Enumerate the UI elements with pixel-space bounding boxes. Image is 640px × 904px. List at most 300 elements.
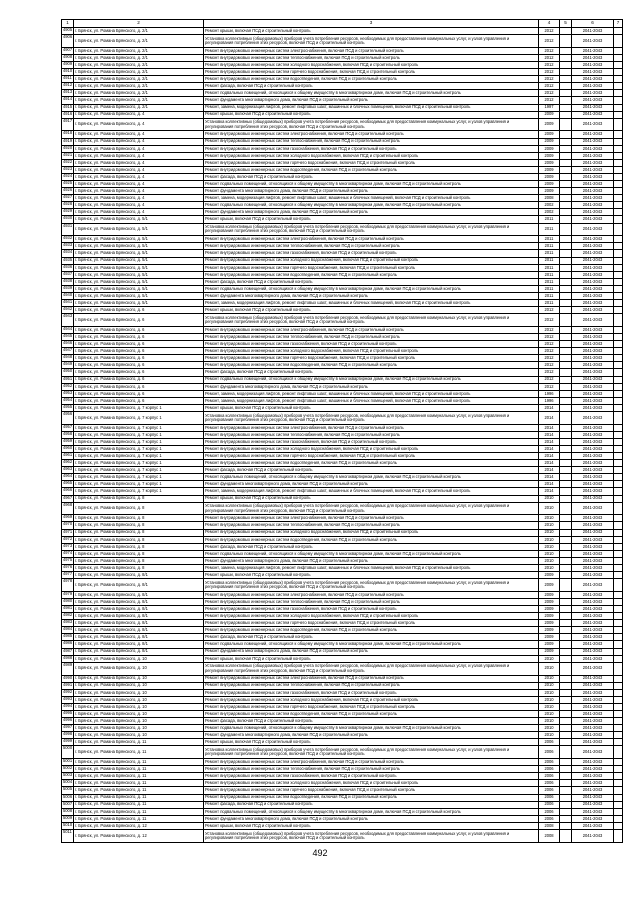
work-type-cell: Ремонт, замена, модернизация лифтов, ремонт лифтовых шахт, машинных и блочных помещений, включая ПСД и строительный контроль [204, 390, 539, 397]
year-cell: 2014 [539, 431, 560, 438]
period-cell: 2041-2043 [572, 76, 614, 83]
table-row [62, 613, 623, 620]
row-number: 4995 [62, 710, 74, 717]
period-cell: 2041-2043 [572, 696, 614, 703]
address-cell: г. Брянск, ул. Романа Брянского, д. 7 корпус 1 [74, 474, 204, 481]
address-cell: г. Брянск, ул. Романа Брянского, д. 6 [74, 383, 204, 390]
address-cell: г. Брянск, ул. Романа Брянского, д. 5/1 [74, 285, 204, 292]
col7-cell [614, 564, 623, 571]
table-row [62, 173, 623, 180]
work-type-cell: Ремонт крыши, включая ПСД и строительный контроль [204, 739, 539, 746]
row-number: 4921 [62, 152, 74, 159]
address-cell: г. Брянск, ул. Романа Брянского, д. 11 [74, 746, 204, 759]
row-number: 4956 [62, 411, 74, 424]
year-cell: 2010 [539, 689, 560, 696]
col7-cell [614, 264, 623, 271]
table-row [62, 620, 623, 627]
row-number: 5005 [62, 787, 74, 794]
address-cell: г. Брянск, ул. Романа Брянского, д. 7 корпус 1 [74, 431, 204, 438]
year-cell: 2010 [539, 529, 560, 536]
year-cell: 2006 [539, 815, 560, 822]
address-cell: г. Брянск, ул. Романа Брянского, д. 4 [74, 131, 204, 138]
year-cell: 2014 [539, 488, 560, 495]
col5-cell [560, 131, 572, 138]
period-cell: 2041-2043 [572, 620, 614, 627]
row-number: 4911 [62, 76, 74, 83]
col7-cell [614, 606, 623, 613]
table-row [62, 104, 623, 111]
col7-cell [614, 488, 623, 495]
table-row [62, 481, 623, 488]
year-cell: 2012 [539, 47, 560, 54]
work-type-cell: Ремонт внутридомовых инженерных систем холодного водоснабжения, включая ПСД и строительный контроль [204, 529, 539, 536]
period-cell: 2041-2043 [572, 662, 614, 675]
row-number: 4946 [62, 341, 74, 348]
work-type-cell: Ремонт крыши, включая ПСД и строительный контроль [204, 404, 539, 411]
col5-cell [560, 564, 572, 571]
year-cell: 2014 [539, 460, 560, 467]
year-cell: 2008 [539, 195, 560, 202]
row-number: 5004 [62, 780, 74, 787]
work-type-cell: Ремонт фасада, включая ПСД и строительный контроль [204, 173, 539, 180]
row-number: 4937 [62, 271, 74, 278]
row-number: 4923 [62, 166, 74, 173]
year-cell: 2009 [539, 173, 560, 180]
table-row [62, 746, 623, 759]
year-cell: 2009 [539, 152, 560, 159]
col5-cell [560, 62, 572, 69]
col7-cell [614, 383, 623, 390]
col7-cell [614, 460, 623, 467]
col5-cell [560, 746, 572, 759]
work-type-cell: Ремонт подвальных помещений, относящихся к общему имуществу в многоквартирном доме, включая ПСД и строительный контроль [204, 181, 539, 188]
row-number: 4994 [62, 703, 74, 710]
address-cell: г. Брянск, ул. Романа Брянского, д. 6 [74, 369, 204, 376]
address-cell: г. Брянск, ул. Романа Брянского, д. 7 корпус 1 [74, 424, 204, 431]
col5-cell [560, 54, 572, 61]
year-cell: 2012 [539, 314, 560, 327]
col5-cell [560, 522, 572, 529]
period-cell: 2041-2043 [572, 536, 614, 543]
table-row [62, 76, 623, 83]
col7-cell [614, 627, 623, 634]
table-row [62, 675, 623, 682]
address-cell: г. Брянск, ул. Романа Брянского, д. 8 [74, 502, 204, 515]
year-cell: 2014 [539, 445, 560, 452]
row-number: 4986 [62, 641, 74, 648]
address-cell: г. Брянск, ул. Романа Брянского, д. 6 [74, 341, 204, 348]
table-row [62, 300, 623, 307]
address-cell: г. Брянск, ул. Романа Брянского, д. 5/1 [74, 257, 204, 264]
work-type-cell: Ремонт, замена, модернизация лифтов, ремонт лифтовых шахт, машинных и блочных помещений, включая ПСД и строительный контроль [204, 397, 539, 404]
col5-cell [560, 460, 572, 467]
col7-cell [614, 111, 623, 118]
period-cell: 2041-2043 [572, 348, 614, 355]
table-row [62, 655, 623, 662]
table-row [62, 710, 623, 717]
row-number: 4978 [62, 579, 74, 592]
address-cell: г. Брянск, ул. Романа Брянского, д. 2/1 [74, 104, 204, 111]
address-cell: г. Брянск, ул. Романа Брянского, д. 6 [74, 390, 204, 397]
work-type-cell: Ремонт внутридомовых инженерных систем теплоснабжения, включая ПСД и строительный контроль [204, 334, 539, 341]
table-row [62, 780, 623, 787]
col7-cell [614, 369, 623, 376]
row-number: 4999 [62, 739, 74, 746]
address-cell: г. Брянск, ул. Романа Брянского, д. 2/1 [74, 28, 204, 35]
col7-cell [614, 159, 623, 166]
col7-cell [614, 445, 623, 452]
year-cell: 2011 [539, 216, 560, 223]
year-cell: 2009 [539, 188, 560, 195]
table-row [62, 292, 623, 299]
col7-cell [614, 543, 623, 550]
period-cell: 2041-2043 [572, 766, 614, 773]
period-cell: 2041-2043 [572, 166, 614, 173]
period-cell: 2041-2043 [572, 641, 614, 648]
address-cell: г. Брянск, ул. Романа Брянского, д. 4 [74, 173, 204, 180]
table-row [62, 202, 623, 209]
period-cell: 2041-2043 [572, 557, 614, 564]
work-type-cell: Ремонт внутридомовых инженерных систем холодного водоснабжения, включая ПСД и строительный контроль [204, 445, 539, 452]
year-cell: 2006 [539, 759, 560, 766]
work-type-cell: Ремонт, замена, модернизация лифтов, ремонт лифтовых шахт, машинных и блочных помещений, включая ПСД и строительный контроль [204, 195, 539, 202]
col5-cell [560, 453, 572, 460]
table-row [62, 348, 623, 355]
row-number: 4930 [62, 216, 74, 223]
col5-cell [560, 794, 572, 801]
period-cell: 2041-2043 [572, 829, 614, 842]
work-type-cell: Установка коллективных (общедомовых) приборов учета потребления ресурсов, необходимых для предоставления коммунальных услуг, и узлов управления и регулирования потребления этих ресурсов, включая ПСД и строительный контроль [204, 746, 539, 759]
col5-cell [560, 529, 572, 536]
table-header-row [62, 20, 623, 28]
work-type-cell: Ремонт фундамента многоквартирного дома, включая ПСД и строительный контроль [204, 97, 539, 104]
col5-cell [560, 76, 572, 83]
table-row [62, 355, 623, 362]
address-cell: г. Брянск, ул. Романа Брянского, д. 6 [74, 334, 204, 341]
column-header-6: 6 [572, 20, 614, 28]
work-type-cell: Ремонт внутридомовых инженерных систем теплоснабжения, включая ПСД и строительный контроль [204, 138, 539, 145]
col5-cell [560, 725, 572, 732]
table-row [62, 376, 623, 383]
table-row [62, 529, 623, 536]
table-row [62, 159, 623, 166]
year-cell: 2010 [539, 655, 560, 662]
col5-cell [560, 47, 572, 54]
col5-cell [560, 264, 572, 271]
col7-cell [614, 97, 623, 104]
year-cell: 2011 [539, 223, 560, 236]
work-type-cell: Ремонт подвальных помещений, относящихся к общему имуществу в многоквартирном доме, включая ПСД и строительный контроль [204, 725, 539, 732]
col7-cell [614, 355, 623, 362]
col7-cell [614, 202, 623, 209]
period-cell: 2041-2043 [572, 801, 614, 808]
row-number: 4974 [62, 550, 74, 557]
table-row [62, 725, 623, 732]
column-header-3: 3 [204, 20, 539, 28]
work-type-cell: Установка коллективных (общедомовых) приборов учета потребления ресурсов, необходимых для предоставления коммунальных услуг, и узлов управления и регулирования потребления этих ресурсов, включая ПСД и строительный контроль [204, 35, 539, 48]
row-number: 4967 [62, 495, 74, 502]
table-row [62, 467, 623, 474]
table-row [62, 138, 623, 145]
col7-cell [614, 188, 623, 195]
period-cell: 2041-2043 [572, 815, 614, 822]
row-number: 4973 [62, 543, 74, 550]
year-cell: 2011 [539, 285, 560, 292]
address-cell: г. Брянск, ул. Романа Брянского, д. 6 [74, 397, 204, 404]
work-type-cell: Ремонт внутридомовых инженерных систем водоотведения, включая ПСД и строительный контроль [204, 536, 539, 543]
year-cell: 2014 [539, 474, 560, 481]
row-number: 4991 [62, 682, 74, 689]
table-row [62, 717, 623, 724]
row-number: 4928 [62, 202, 74, 209]
period-cell: 2041-2043 [572, 579, 614, 592]
address-cell: г. Брянск, ул. Романа Брянского, д. 11 [74, 815, 204, 822]
work-type-cell: Ремонт внутридомовых инженерных систем холодного водоснабжения, включая ПСД и строительный контроль [204, 152, 539, 159]
col5-cell [560, 145, 572, 152]
row-number: 4925 [62, 181, 74, 188]
period-cell: 2041-2043 [572, 438, 614, 445]
table-row [62, 662, 623, 675]
period-cell: 2041-2043 [572, 62, 614, 69]
year-cell: 2009 [539, 579, 560, 592]
row-number: 4917 [62, 118, 74, 131]
col5-cell [560, 579, 572, 592]
col7-cell [614, 780, 623, 787]
period-cell: 2041-2043 [572, 488, 614, 495]
col7-cell [614, 173, 623, 180]
address-cell: г. Брянск, ул. Романа Брянского, д. 8/1 [74, 641, 204, 648]
year-cell: 2002 [539, 202, 560, 209]
row-number: 4989 [62, 662, 74, 675]
work-type-cell: Ремонт внутридомовых инженерных систем электроснабжения, включая ПСД и строительный контроль [204, 47, 539, 54]
table-row [62, 35, 623, 48]
work-type-cell: Установка коллективных (общедомовых) приборов учета потребления ресурсов, необходимых для предоставления коммунальных услуг, и узлов управления и регулирования потребления этих ресурсов, включая ПСД и строительный контроль [204, 314, 539, 327]
period-cell: 2041-2043 [572, 341, 614, 348]
col5-cell [560, 250, 572, 257]
work-type-cell: Ремонт внутридомовых инженерных систем электроснабжения, включая ПСД и строительный контроль [204, 131, 539, 138]
work-type-cell: Ремонт внутридомовых инженерных систем электроснабжения, включая ПСД и строительный контроль [204, 675, 539, 682]
table-row [62, 362, 623, 369]
table-row [62, 572, 623, 579]
period-cell: 2041-2043 [572, 627, 614, 634]
col7-cell [614, 522, 623, 529]
year-cell: 2009 [539, 620, 560, 627]
col7-cell [614, 453, 623, 460]
col7-cell [614, 209, 623, 216]
year-cell: 2009 [539, 181, 560, 188]
work-type-cell: Ремонт внутридомовых инженерных систем горячего водоснабжения, включая ПСД и строительный контроль [204, 69, 539, 76]
work-type-cell: Ремонт внутридомовых инженерных систем горячего водоснабжения, включая ПСД и строительный контроль [204, 264, 539, 271]
row-number: 4962 [62, 460, 74, 467]
col5-cell [560, 675, 572, 682]
col7-cell [614, 579, 623, 592]
col5-cell [560, 627, 572, 634]
table-row [62, 264, 623, 271]
year-cell: 1997 [539, 104, 560, 111]
table-row [62, 815, 623, 822]
period-cell: 2041-2043 [572, 717, 614, 724]
col7-cell [614, 334, 623, 341]
year-cell: 2012 [539, 28, 560, 35]
address-cell: г. Брянск, ул. Романа Брянского, д. 6 [74, 362, 204, 369]
year-cell: 2014 [539, 438, 560, 445]
period-cell: 2041-2043 [572, 397, 614, 404]
col7-cell [614, 675, 623, 682]
table-row [62, 543, 623, 550]
col7-cell [614, 424, 623, 431]
row-number: 4918 [62, 131, 74, 138]
work-type-cell: Ремонт фасада, включая ПСД и строительный контроль [204, 467, 539, 474]
col7-cell [614, 481, 623, 488]
work-type-cell: Ремонт, замена, модернизация лифтов, ремонт лифтовых шахт, машинных и блочных помещений, включая ПСД и строительный контроль [204, 564, 539, 571]
row-number: 4985 [62, 634, 74, 641]
work-type-cell: Ремонт фундамента многоквартирного дома, включая ПСД и строительный контроль [204, 188, 539, 195]
row-number: 4954 [62, 397, 74, 404]
row-number: 5009 [62, 815, 74, 822]
address-cell: г. Брянск, ул. Романа Брянского, д. 5/1 [74, 292, 204, 299]
row-number: 4927 [62, 195, 74, 202]
year-cell: 2012 [539, 376, 560, 383]
table-row [62, 829, 623, 842]
col7-cell [614, 145, 623, 152]
address-cell: г. Брянск, ул. Романа Брянского, д. 2/1 [74, 97, 204, 104]
col5-cell [560, 397, 572, 404]
col5-cell [560, 445, 572, 452]
period-cell: 2041-2043 [572, 564, 614, 571]
table-row [62, 579, 623, 592]
address-cell: г. Брянск, ул. Романа Брянского, д. 7 корпус 1 [74, 460, 204, 467]
work-type-cell: Установка коллективных (общедомовых) приборов учета потребления ресурсов, необходимых для предоставления коммунальных услуг, и узлов управления и регулирования потребления этих ресурсов, включая ПСД и строительный контроль [204, 411, 539, 424]
work-type-cell: Ремонт крыши, включая ПСД и строительный контроль [204, 28, 539, 35]
period-cell: 2041-2043 [572, 634, 614, 641]
col5-cell [560, 606, 572, 613]
col7-cell [614, 411, 623, 424]
work-type-cell: Ремонт подвальных помещений, относящихся к общему имуществу в многоквартирном доме, включая ПСД и строительный контроль [204, 641, 539, 648]
period-cell: 2041-2043 [572, 732, 614, 739]
address-cell: г. Брянск, ул. Романа Брянского, д. 10 [74, 703, 204, 710]
row-number: 4933 [62, 243, 74, 250]
year-cell: 2010 [539, 682, 560, 689]
document-table-container [61, 19, 622, 843]
period-cell: 2041-2043 [572, 572, 614, 579]
col5-cell [560, 118, 572, 131]
col5-cell [560, 223, 572, 236]
year-cell: 2010 [539, 732, 560, 739]
table-row [62, 383, 623, 390]
period-cell: 2041-2043 [572, 334, 614, 341]
col5-cell [560, 216, 572, 223]
year-cell: 2010 [539, 550, 560, 557]
col5-cell [560, 438, 572, 445]
col5-cell [560, 138, 572, 145]
address-cell: г. Брянск, ул. Романа Брянского, д. 2/1 [74, 54, 204, 61]
col7-cell [614, 47, 623, 54]
col5-cell [560, 97, 572, 104]
col7-cell [614, 739, 623, 746]
row-number: 4957 [62, 424, 74, 431]
row-number: 4935 [62, 257, 74, 264]
col7-cell [614, 599, 623, 606]
row-number: 4905 [62, 28, 74, 35]
col5-cell [560, 90, 572, 97]
year-cell: 2012 [539, 307, 560, 314]
address-cell: г. Брянск, ул. Романа Брянского, д. 6 [74, 314, 204, 327]
row-number: 4975 [62, 557, 74, 564]
period-cell: 2041-2043 [572, 131, 614, 138]
row-number: 4982 [62, 613, 74, 620]
address-cell: г. Брянск, ул. Романа Брянского, д. 11 [74, 787, 204, 794]
period-cell: 2041-2043 [572, 355, 614, 362]
table-row [62, 54, 623, 61]
col7-cell [614, 307, 623, 314]
col5-cell [560, 467, 572, 474]
period-cell: 2041-2043 [572, 739, 614, 746]
col7-cell [614, 495, 623, 502]
row-number: 4906 [62, 35, 74, 48]
period-cell: 2041-2043 [572, 431, 614, 438]
year-cell: 2011 [539, 278, 560, 285]
period-cell: 2041-2043 [572, 243, 614, 250]
period-cell: 2041-2043 [572, 173, 614, 180]
work-type-cell: Ремонт внутридомовых инженерных систем электроснабжения, включая ПСД и строительный контроль [204, 515, 539, 522]
col5-cell [560, 710, 572, 717]
table-row [62, 216, 623, 223]
row-number: 4922 [62, 159, 74, 166]
work-type-cell: Ремонт внутридомовых инженерных систем водоотведения, включая ПСД и строительный контроль [204, 271, 539, 278]
work-type-cell: Ремонт фасада, включая ПСД и строительный контроль [204, 634, 539, 641]
table-row [62, 397, 623, 404]
row-number: 4971 [62, 529, 74, 536]
year-cell: 2012 [539, 69, 560, 76]
period-cell: 2041-2043 [572, 250, 614, 257]
period-cell: 2041-2043 [572, 83, 614, 90]
table-row [62, 411, 623, 424]
period-cell: 2041-2043 [572, 292, 614, 299]
address-cell: г. Брянск, ул. Романа Брянского, д. 5/1 [74, 300, 204, 307]
address-cell: г. Брянск, ул. Романа Брянского, д. 8 [74, 522, 204, 529]
table-row [62, 557, 623, 564]
col5-cell [560, 271, 572, 278]
row-number: 4907 [62, 47, 74, 54]
period-cell: 2041-2043 [572, 675, 614, 682]
year-cell: 2010 [539, 710, 560, 717]
col7-cell [614, 243, 623, 250]
col7-cell [614, 83, 623, 90]
col7-cell [614, 195, 623, 202]
work-type-cell: Ремонт крыши, включая ПСД и строительный контроль [204, 572, 539, 579]
row-number: 4965 [62, 481, 74, 488]
col7-cell [614, 438, 623, 445]
period-cell: 2041-2043 [572, 28, 614, 35]
year-cell: 2006 [539, 766, 560, 773]
row-number: 4912 [62, 83, 74, 90]
row-number: 4948 [62, 355, 74, 362]
address-cell: г. Брянск, ул. Романа Брянского, д. 8/1 [74, 572, 204, 579]
year-cell: 2010 [539, 662, 560, 675]
col7-cell [614, 376, 623, 383]
col7-cell [614, 689, 623, 696]
col7-cell [614, 474, 623, 481]
col5-cell [560, 732, 572, 739]
col5-cell [560, 689, 572, 696]
col7-cell [614, 557, 623, 564]
year-cell: 2011 [539, 250, 560, 257]
year-cell: 2011 [539, 300, 560, 307]
col7-cell [614, 536, 623, 543]
address-cell: г. Брянск, ул. Романа Брянского, д. 4 [74, 166, 204, 173]
period-cell: 2041-2043 [572, 195, 614, 202]
table-row [62, 550, 623, 557]
